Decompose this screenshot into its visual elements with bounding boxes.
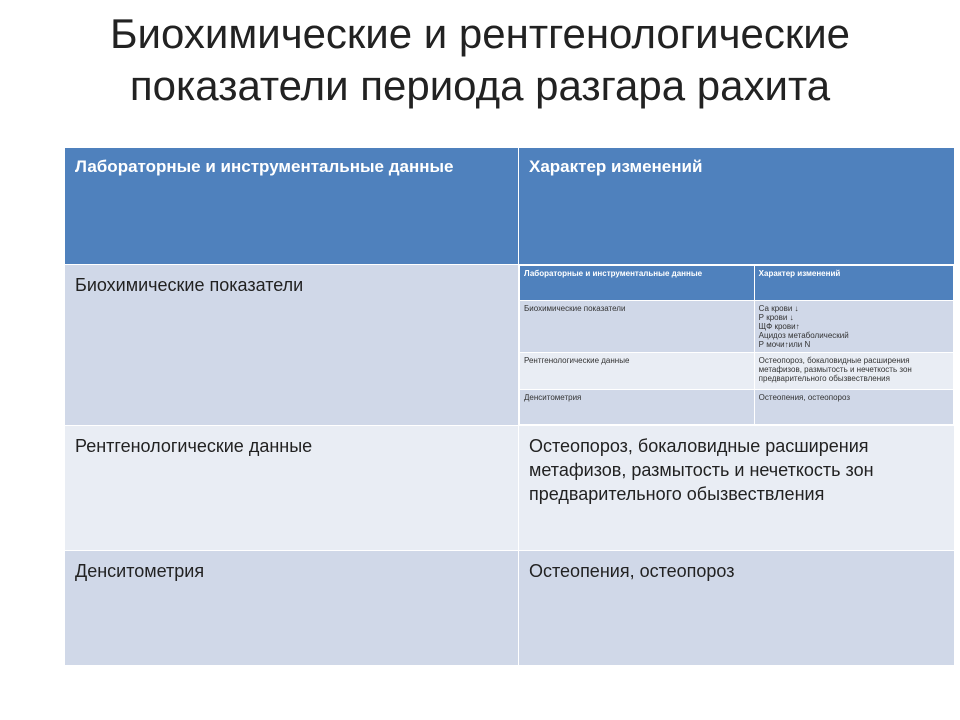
- table-row: [65, 551, 955, 666]
- mini-label-biochemical: Биохимические показатели: [520, 301, 755, 353]
- row-value-densitometry: Остеопения, остеопороз: [519, 551, 955, 666]
- slide-title-line-2: показатели периода разгара рахита: [129, 62, 831, 109]
- mini-header-data: Лабораторные и инструментальные данные: [520, 266, 755, 301]
- mini-label-xray: Рентгенологические данные: [520, 353, 755, 390]
- mini-value-biochemical: [754, 301, 953, 353]
- table-header-row: [65, 148, 955, 265]
- mini-row: [520, 390, 954, 425]
- mini-value-line: Р крови ↓: [758, 313, 794, 322]
- header-cell-data: Лабораторные и инструментальные данные: [65, 148, 519, 265]
- row-label-xray: Рентгенологические данные: [65, 426, 519, 551]
- mini-header-row: [520, 266, 954, 301]
- findings-table: [64, 147, 955, 666]
- mini-header-changes: Характер изменений: [754, 266, 953, 301]
- embedded-mini-table: [519, 265, 954, 425]
- slide-title-line-1: Биохимические и рентгенологические: [109, 10, 851, 57]
- mini-row: [520, 301, 954, 353]
- mini-row: [520, 353, 954, 390]
- row-label-biochemical: Биохимические показатели: [65, 265, 519, 426]
- slide-title: [0, 8, 960, 112]
- mini-value-line: Р мочи↑или N: [758, 340, 811, 349]
- header-cell-changes: Характер изменений: [519, 148, 955, 265]
- mini-value-line: Са крови ↓: [758, 304, 799, 313]
- mini-value-line: ЩФ крови↑: [758, 322, 800, 331]
- mini-value-densitometry: Остеопения, остеопороз: [754, 390, 953, 425]
- mini-value-xray: Остеопороз, бокаловидные расширения метафизов, размытость и нечеткость зон предварительного обызвествления: [754, 353, 953, 390]
- mini-label-densitometry: Денситометрия: [520, 390, 755, 425]
- table-row: [65, 426, 955, 551]
- mini-value-line: Ацидоз метаболический: [758, 331, 849, 340]
- row-value-xray: Остеопороз, бокаловидные расширения метафизов, размытость и нечеткость зон предварительного обызвествления: [519, 426, 955, 551]
- row-label-densitometry: Денситометрия: [65, 551, 519, 666]
- table-row: [65, 265, 955, 426]
- embedded-table-cell: [519, 265, 955, 426]
